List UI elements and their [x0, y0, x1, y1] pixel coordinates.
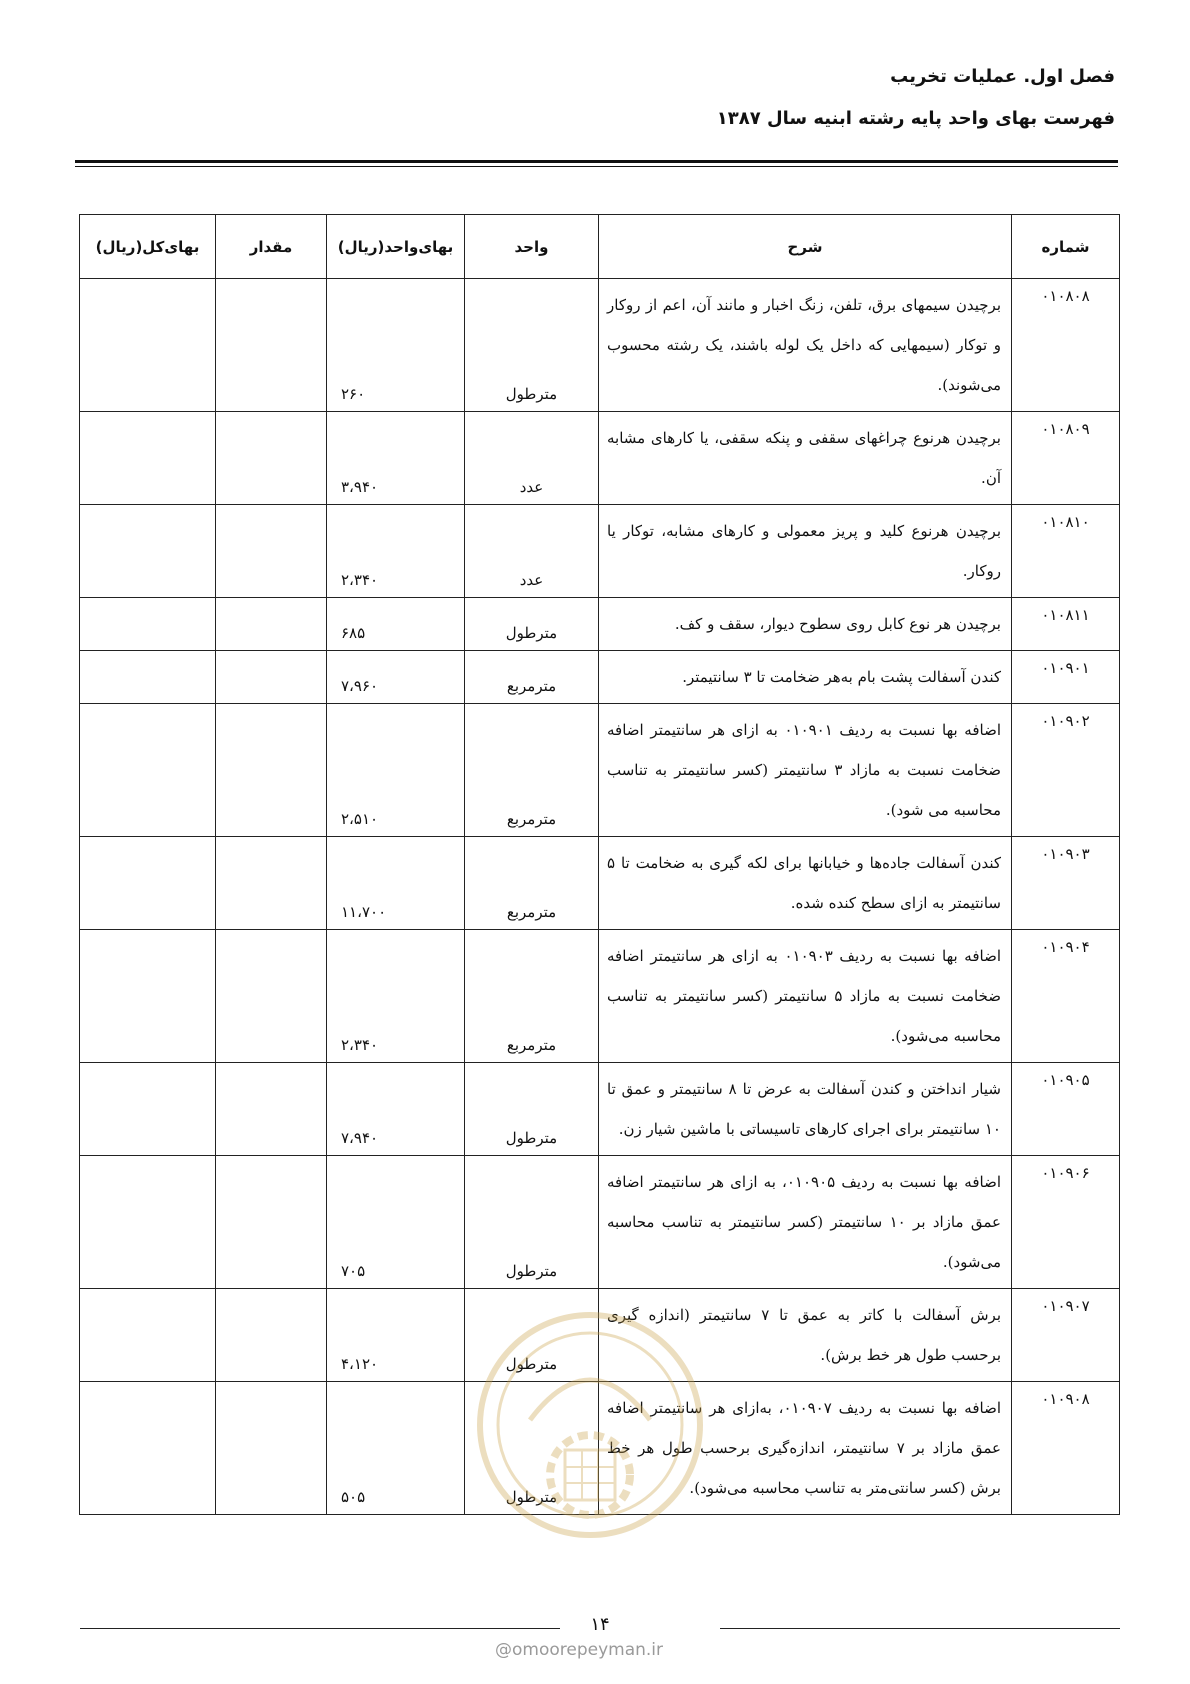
row-quantity [216, 279, 327, 412]
col-header-total-price: بهای‌کل(ریال) [80, 215, 216, 279]
row-description: کندن آسفالت جاده‌ها و خیابانها برای لکه گیری به ضخامت تا ۵ سانتیمتر به ازای سطح کنده شده. [599, 837, 1012, 930]
table-row [80, 279, 1120, 412]
row-unit-price: ۳،۹۴۰ [327, 412, 465, 505]
table-row [80, 704, 1120, 837]
row-number: ۰۱۰۸۰۹ [1012, 412, 1120, 505]
table-row [80, 598, 1120, 651]
table-row [80, 837, 1120, 930]
table-row [80, 930, 1120, 1063]
row-quantity [216, 598, 327, 651]
row-total-price [80, 704, 216, 837]
row-number: ۰۱۰۹۰۸ [1012, 1382, 1120, 1515]
row-total-price [80, 1289, 216, 1382]
row-unit-price: ۱۱،۷۰۰ [327, 837, 465, 930]
header-rule-thin [75, 166, 1118, 167]
row-total-price [80, 1382, 216, 1515]
website-watermark: @omoorepeyman.ir [495, 1640, 664, 1660]
row-unit: مترمربع [465, 930, 599, 1063]
col-header-unit-price: بهای‌واحد(ریال) [327, 215, 465, 279]
row-unit: مترمربع [465, 704, 599, 837]
row-unit-price: ۲،۳۴۰ [327, 930, 465, 1063]
row-unit-price: ۷،۹۴۰ [327, 1063, 465, 1156]
row-quantity [216, 1289, 327, 1382]
row-description: اضافه بها نسبت به ردیف ۰۱۰۹۰۵، به ازای هر سانتیمتر اضافه عمق مازاد بر ۱۰ سانتیمتر (کسر سانتیمتر به تناسب محاسبه می‌شود). [599, 1156, 1012, 1289]
row-quantity [216, 704, 327, 837]
row-description: اضافه بها نسبت به ردیف ۰۱۰۹۰۳ به ازای هر سانتیمتر اضافه ضخامت نسبت به مازاد ۵ سانتیمتر (کسر سانتیمتر به تناسب محاسبه می‌شود). [599, 930, 1012, 1063]
chapter-title: فصل اول. عملیات تخریب [890, 66, 1115, 87]
col-header-unit: واحد [465, 215, 599, 279]
row-unit: عدد [465, 412, 599, 505]
row-total-price [80, 930, 216, 1063]
row-unit: مترطول [465, 1063, 599, 1156]
row-unit-price: ۷۰۵ [327, 1156, 465, 1289]
row-description: شیار انداختن و کندن آسفالت به عرض تا ۸ سانتیمتر و عمق تا ۱۰ سانتیمتر برای اجرای کارهای تاسیساتی با ماشین شیار زن. [599, 1063, 1012, 1156]
row-description: اضافه بها نسبت به ردیف ۰۱۰۹۰۱ به ازای هر سانتیمتر اضافه ضخامت نسبت به مازاد ۳ سانتیمتر (کسر سانتیمتر به تناسب محاسبه می شود). [599, 704, 1012, 837]
row-quantity [216, 837, 327, 930]
row-number: ۰۱۰۹۰۲ [1012, 704, 1120, 837]
row-quantity [216, 412, 327, 505]
table-row [80, 651, 1120, 704]
row-total-price [80, 837, 216, 930]
row-quantity [216, 1063, 327, 1156]
col-header-description: شرح [599, 215, 1012, 279]
col-header-number: شماره [1012, 215, 1120, 279]
row-number: ۰۱۰۸۱۰ [1012, 505, 1120, 598]
row-unit-price: ۲،۵۱۰ [327, 704, 465, 837]
row-quantity [216, 1156, 327, 1289]
row-number: ۰۱۰۹۰۷ [1012, 1289, 1120, 1382]
row-unit-price: ۴،۱۲۰ [327, 1289, 465, 1382]
row-unit-price: ۶۸۵ [327, 598, 465, 651]
row-total-price [80, 1063, 216, 1156]
row-number: ۰۱۰۹۰۱ [1012, 651, 1120, 704]
table-row [80, 505, 1120, 598]
seal-watermark [470, 1300, 710, 1560]
row-unit: مترطول [465, 598, 599, 651]
row-description: برچیدن سیمهای برق، تلفن، زنگ اخبار و مانند آن، اعم از روکار و توکار (سیمهایی که داخل یک لوله باشند، یک رشته محسوب می‌شوند). [599, 279, 1012, 412]
row-number: ۰۱۰۹۰۵ [1012, 1063, 1120, 1156]
row-total-price [80, 598, 216, 651]
row-description: برچیدن هرنوع چراغهای سقفی و پنکه سقفی، یا کارهای مشابه آن. [599, 412, 1012, 505]
footer-rule-left [80, 1628, 560, 1629]
row-unit: مترطول [465, 279, 599, 412]
row-number: ۰۱۰۸۰۸ [1012, 279, 1120, 412]
row-total-price [80, 279, 216, 412]
row-unit-price: ۷،۹۶۰ [327, 651, 465, 704]
row-description: کندن آسفالت پشت بام به‌هر ضخامت تا ۳ سانتیمتر. [599, 651, 1012, 704]
row-description: اضافه بها نسبت به ردیف ۰۱۰۹۰۷، به‌ازای هر سانتیمتر اضافه عمق مازاد بر ۷ سانتیمتر، اندازه‌گیری برحسب طول هر خط برش (کسر سانتی‌متر به تناسب محاسبه می‌شود). [599, 1382, 1012, 1515]
row-unit-price: ۲،۳۴۰ [327, 505, 465, 598]
table-header-row [80, 215, 1120, 279]
row-quantity [216, 930, 327, 1063]
row-total-price [80, 412, 216, 505]
row-quantity [216, 651, 327, 704]
document-subtitle: فهرست بهای واحد پایه رشته ابنیه سال ۱۳۸۷ [716, 108, 1115, 129]
row-total-price [80, 651, 216, 704]
row-number: ۰۱۰۸۱۱ [1012, 598, 1120, 651]
row-total-price [80, 1156, 216, 1289]
row-unit-price: ۵۰۵ [327, 1382, 465, 1515]
footer-rule-right [720, 1628, 1120, 1629]
page-number: ۱۴ [590, 1614, 610, 1635]
table-row [80, 1063, 1120, 1156]
table-row [80, 1156, 1120, 1289]
header-rule-thick [75, 160, 1118, 163]
row-description: برش آسفالت با کاتر به عمق تا ۷ سانتیمتر (اندازه گیری برحسب طول هر خط برش). [599, 1289, 1012, 1382]
col-header-quantity: مقدار [216, 215, 327, 279]
row-number: ۰۱۰۹۰۴ [1012, 930, 1120, 1063]
row-unit: مترطول [465, 1289, 599, 1382]
table-row [80, 412, 1120, 505]
row-number: ۰۱۰۹۰۶ [1012, 1156, 1120, 1289]
row-unit: مترمربع [465, 651, 599, 704]
row-unit: مترطول [465, 1156, 599, 1289]
row-quantity [216, 1382, 327, 1515]
row-total-price [80, 505, 216, 598]
row-unit: عدد [465, 505, 599, 598]
row-description: برچیدن هرنوع کلید و پریز معمولی و کارهای مشابه، توکار یا روکار. [599, 505, 1012, 598]
row-unit-price: ۲۶۰ [327, 279, 465, 412]
row-description: برچیدن هر نوع کابل روی سطوح دیوار، سقف و کف. [599, 598, 1012, 651]
row-unit: مترطول [465, 1382, 599, 1515]
row-number: ۰۱۰۹۰۳ [1012, 837, 1120, 930]
row-quantity [216, 505, 327, 598]
row-unit: مترمربع [465, 837, 599, 930]
